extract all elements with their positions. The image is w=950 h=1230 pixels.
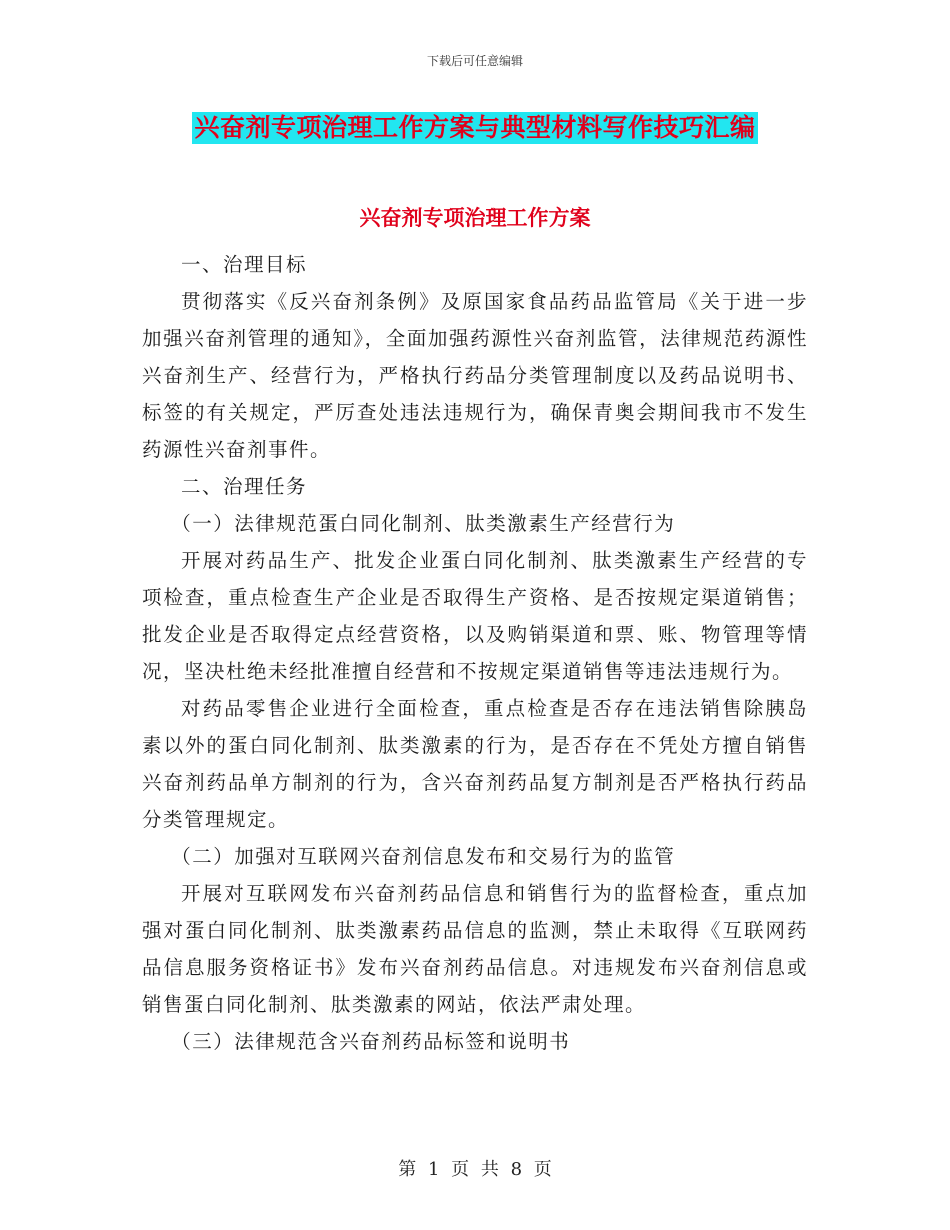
document-body — [142, 246, 808, 1060]
header-note: 下载后可任意编辑 — [426, 54, 523, 68]
subheading-task-2: （二）加强对互联网兴奋剂信息发布和交易行为的监管 — [171, 845, 676, 868]
paragraph-goal: 贯彻落实《反兴奋剂条例》及原国家食品药品监管局《关于进一步加强兴奋剂管理的通知》，全面加强药源性兴奋剂监管，法律规范药源性兴奋剂生产、经营行为，严格执行药品分类管理制度以及药品说明书、标签的有关规定，严厉查处违法违规行为，确保青奥会期间我市不发生药源性兴奋剂事件。 — [142, 290, 808, 461]
subheading-task-3: （三）法律规范含兴奋剂药品标签和说明书 — [171, 1030, 571, 1053]
main-title-wrap — [0, 112, 950, 144]
document-main-title: 兴奋剂专项治理工作方案与典型材料写作技巧汇编 — [194, 113, 756, 142]
paragraph-task-1a: 开展对药品生产、批发企业蛋白同化制剂、肽类激素生产经营的专项检查，重点检查生产企业是否取得生产资格、是否按规定渠道销售；批发企业是否取得定点经营资格，以及购销渠道和票、账、物管理等情况，坚决杜绝未经批准擅自经营和不按规定渠道销售等违法违规行为。 — [142, 549, 808, 683]
heading-goal: 一、治理目标 — [181, 253, 308, 276]
heading-tasks: 二、治理任务 — [181, 475, 308, 498]
page-number: 第 1 页 共 8 页 — [398, 1159, 552, 1180]
paragraph-task-2: 开展对互联网发布兴奋剂药品信息和销售行为的监督检查，重点加强对蛋白同化制剂、肽类激素药品信息的监测，禁止未取得《互联网药品信息服务资格证书》发布兴奋剂药品信息。对违规发布兴奋剂信息或销售蛋白同化制剂、肽类激素的网站，依法严肃处理。 — [142, 882, 808, 1016]
subheading-task-1: （一）法律规范蛋白同化制剂、肽类激素生产经营行为 — [171, 512, 676, 535]
document-sub-title: 兴奋剂专项治理工作方案 — [359, 205, 591, 230]
paragraph-task-1b: 对药品零售企业进行全面检查，重点检查是否存在违法销售除胰岛素以外的蛋白同化制剂、肽类激素的行为，是否存在不凭处方擅自销售兴奋剂药品单方制剂的行为，含兴奋剂药品复方制剂是否严格执行药品分类管理规定。 — [142, 697, 808, 831]
